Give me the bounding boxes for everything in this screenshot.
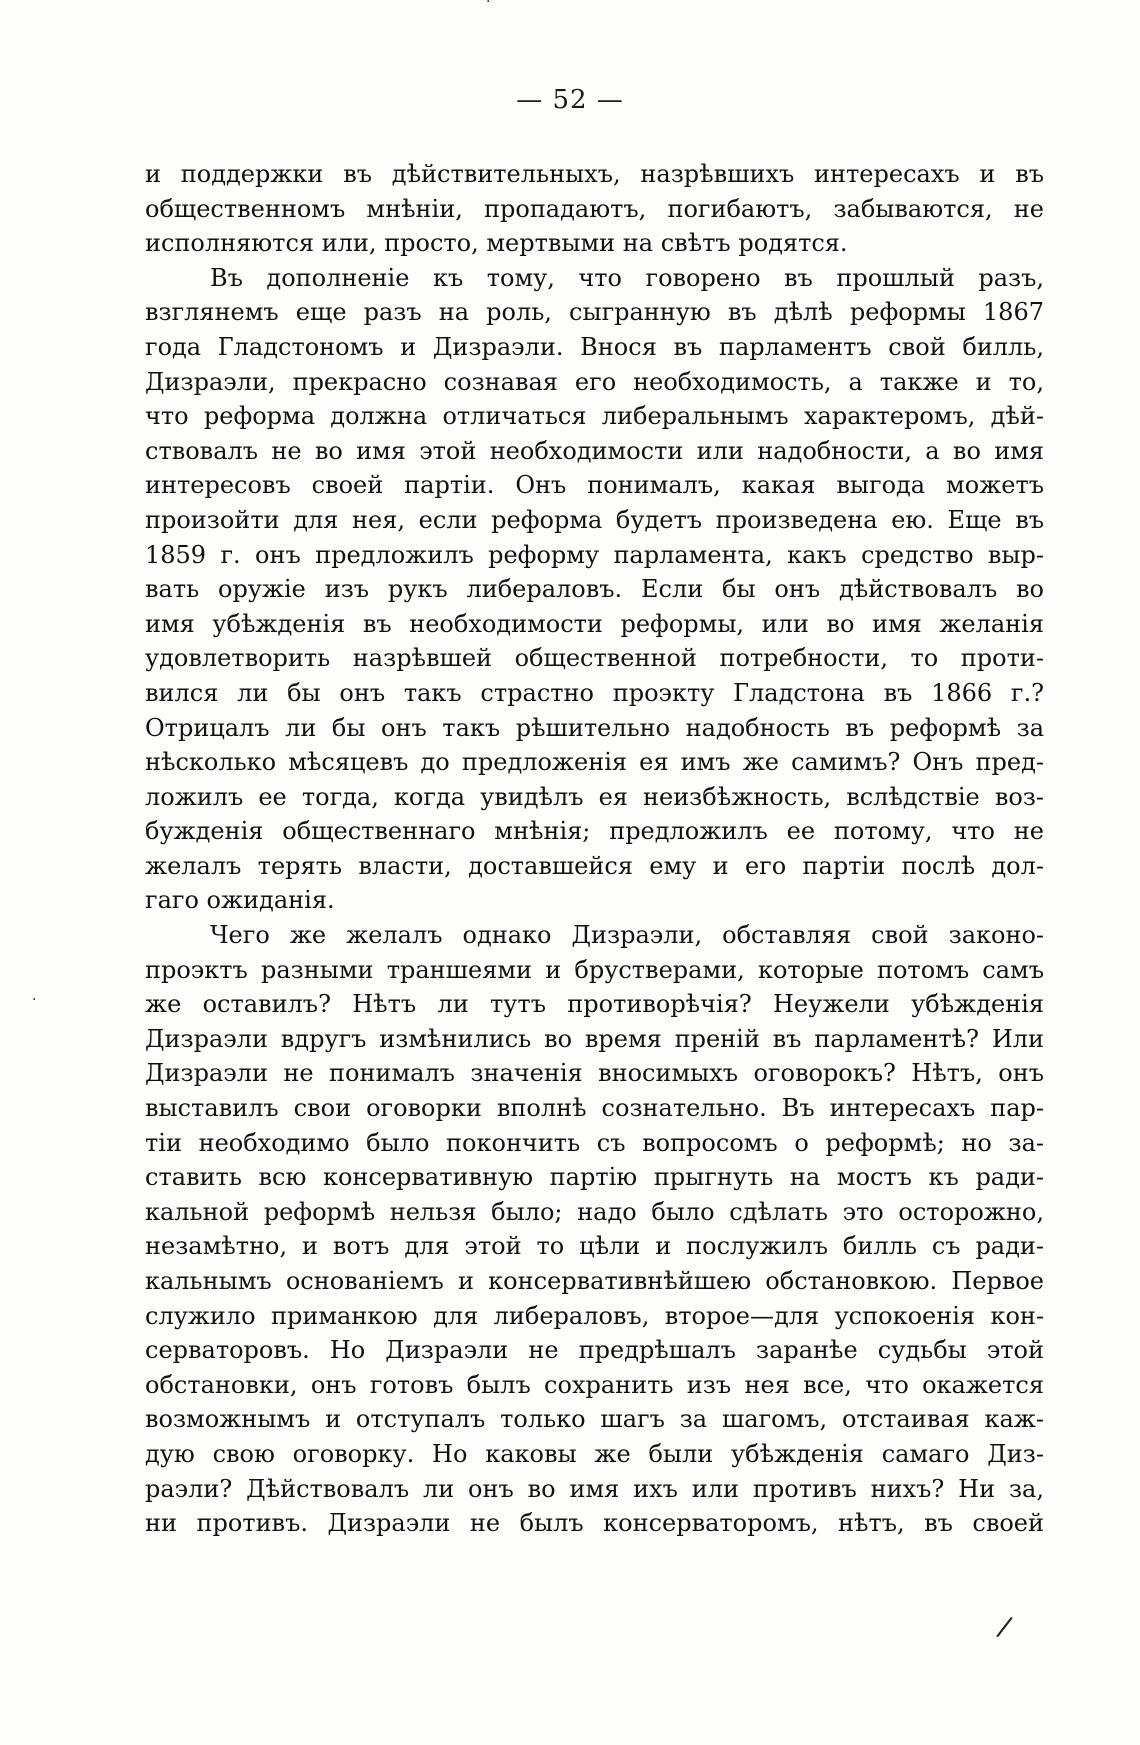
text-line: проэктъ разными траншеями и брустверами, которые потомъ самъ [145, 955, 1044, 984]
text-line: незамѣтно, и вотъ для этой то цѣли и послужилъ билль съ ради- [145, 1232, 1044, 1261]
text-line: кальной реформѣ нельзя было; надо было сдѣлать это осторожно, [145, 1197, 1044, 1226]
text-line: произойти для нея, если реформа будетъ произведена ею. Еще въ [145, 505, 1044, 534]
text-line: удовлетворить назрѣвшей общественной потребности, то проти- [145, 644, 1044, 673]
text-line: общественномъ мнѣніи, пропадаютъ, погибаютъ, забываются, не [145, 194, 1044, 223]
text-line: и поддержки въ дѣйствительныхъ, назрѣвшихъ интересахъ и въ [145, 160, 1044, 188]
text-line: бужденія общественнаго мнѣнія; предложилъ ее потому, что не [145, 817, 1044, 846]
text-line: ложилъ ее тогда, когда увидѣлъ ея неизбѣжность, вслѣдствіе воз- [145, 782, 1044, 811]
text-line: взглянемъ еще разъ на роль, сыгранную въ дѣлѣ реформы 1867 [145, 298, 1044, 327]
text-line: нѣсколько мѣсяцевъ до предложенія ея имъ же самимъ? Онъ пред- [145, 748, 1044, 777]
text-line: желалъ терять власти, доставшейся ему и его партіи послѣ дол- [145, 851, 1044, 880]
text-line: гаго ожиданія. [145, 886, 335, 915]
text-line: Чего же желалъ однако Дизраэли, обставляя свой законо- [210, 921, 1044, 950]
top-dot-mark: · [486, 0, 491, 10]
text-line: ставить всю консервативную партію прыгнуть на мостъ къ ради- [145, 1163, 1044, 1192]
text-line: раэли? Дѣйствовалъ ли онъ во имя ихъ или противъ нихъ? Ни за, [145, 1474, 1044, 1503]
text-line: 1859 г. онъ предложилъ реформу парламента, какъ средство выр- [145, 540, 1044, 569]
text-line: имя убѣжденія въ необходимости реформы, или во имя желанія [145, 609, 1044, 638]
paragraph-2 [145, 261, 1044, 918]
text-line: кальнымъ основаніемъ и консервативнѣйшею обстановкою. Первое [145, 1267, 1044, 1295]
text-line: ни противъ. Дизраэли не былъ консерваторомъ, нѣтъ, въ своей [145, 1509, 1044, 1538]
text-line: возможнымъ и отступалъ только шагъ за шагомъ, отстаивая каж- [145, 1405, 1044, 1434]
text-line: служило приманкою для либераловъ, второе—для успокоенія кон- [145, 1301, 1044, 1330]
text-line: Отрицалъ ли бы онъ такъ рѣшительно надобность въ реформѣ за [145, 713, 1044, 742]
text-line: Дизраэли вдругъ измѣнились во время преній въ парламентѣ? Или [145, 1024, 1044, 1053]
margin-dot-mark: · [32, 992, 37, 1008]
text-line: Дизраэли не понималъ значенія вносимыхъ оговорокъ? Нѣтъ, онъ [145, 1059, 1044, 1088]
text-line: Въ дополненіе къ тому, что говорено въ прошлый разъ, [210, 263, 1044, 292]
text-line: исполняются или, просто, мертвыми на свѣтъ родятся. [145, 229, 848, 258]
text-line: тіи необходимо было покончить съ вопросомъ о реформѣ; но за- [145, 1128, 1044, 1157]
body-text [145, 157, 1044, 1541]
text-line: ствовалъ не во имя этой необходимости или надобности, а во имя [145, 436, 1044, 465]
text-line: же оставилъ? Нѣтъ ли тутъ противорѣчія? Неужели убѣжденія [145, 990, 1044, 1019]
text-line: года Гладстономъ и Дизраэли. Внося въ парламентъ свой билль, [145, 332, 1044, 361]
text-line: вать оружіе изъ рукъ либераловъ. Если бы онъ дѣйствовалъ во [145, 575, 1044, 604]
paragraph-3 [145, 918, 1044, 1541]
text-line: интересовъ своей партіи. Онъ понималъ, какая выгода можетъ [145, 471, 1044, 500]
ink-tick-mark: / [994, 1609, 1015, 1644]
paragraph-1 [145, 157, 1044, 261]
text-line: Дизраэли, прекрасно сознавая его необходимость, а также и то, [145, 367, 1044, 396]
text-line: серваторовъ. Но Дизраэли не предрѣшалъ заранѣе судьбы этой [145, 1336, 1044, 1365]
text-line: дую свою оговорку. Но каковы же были убѣжденія самаго Диз- [145, 1439, 1044, 1468]
text-line: выставилъ свои оговорки вполнѣ сознательно. Въ интересахъ пар- [145, 1094, 1044, 1123]
page-number: — 52 — [516, 85, 624, 115]
text-line: вился ли бы онъ такъ страстно проэкту Гладстона въ 1866 г.? [145, 678, 1044, 707]
text-line: обстановки, онъ готовъ былъ сохранить изъ нея все, что окажется [145, 1370, 1044, 1399]
text-line: что реформа должна отличаться либеральнымъ характеромъ, дѣй- [145, 402, 1044, 431]
